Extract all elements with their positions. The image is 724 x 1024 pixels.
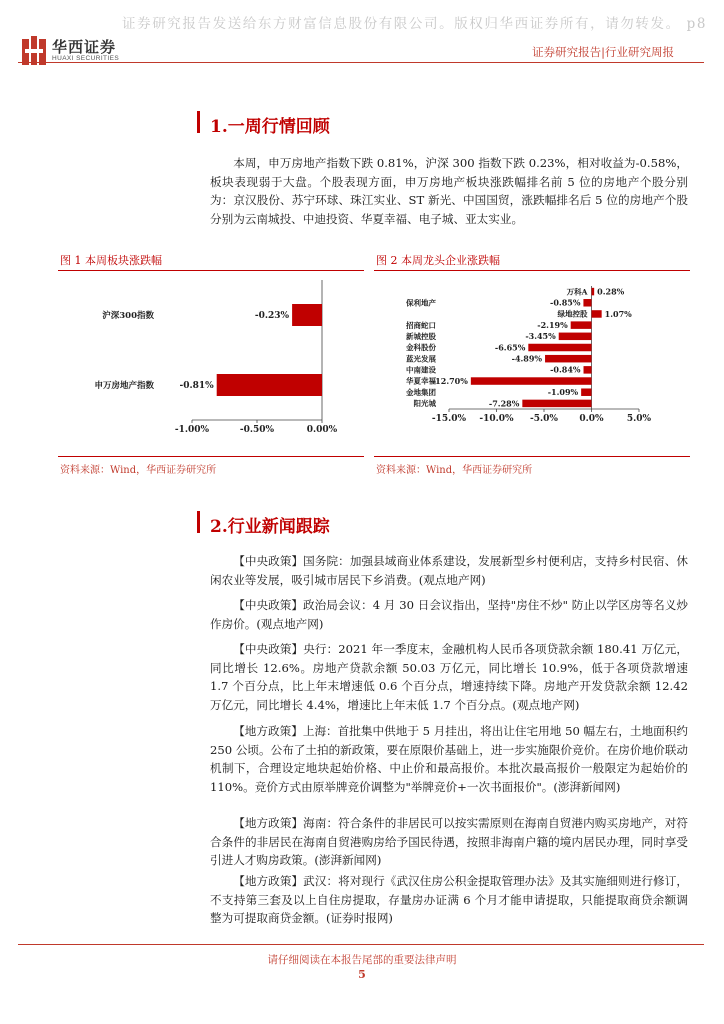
news-tag: 【中央政策】 bbox=[233, 554, 304, 568]
bar bbox=[545, 355, 591, 363]
data-label: 0.28% bbox=[597, 286, 625, 297]
logo-text-en: HUAXI SECURITIES bbox=[52, 55, 120, 62]
section-marker bbox=[197, 111, 200, 133]
figure2-top-rule bbox=[374, 270, 690, 271]
section-title-industry-news: 2.行业新闻跟踪 bbox=[210, 517, 330, 537]
data-label: -0.85% bbox=[550, 297, 581, 308]
data-label: -0.84% bbox=[550, 364, 581, 375]
bar bbox=[292, 304, 322, 326]
legal-disclaimer-note: 请仔细阅读在本报告尾部的重要法律声明 bbox=[267, 954, 457, 966]
chart-leading-company-change bbox=[374, 272, 690, 452]
data-label: -4.89% bbox=[511, 353, 543, 364]
category-label: 绿地控股 bbox=[557, 309, 588, 319]
x-tick-label: 5.0% bbox=[626, 414, 652, 424]
bar bbox=[592, 310, 602, 318]
news-item bbox=[210, 552, 688, 589]
figure2-bottom-rule bbox=[374, 456, 690, 457]
data-label: -2.19% bbox=[537, 320, 568, 331]
bar bbox=[592, 288, 595, 296]
logo-text-cn: 华西证券 bbox=[52, 38, 117, 56]
bar bbox=[471, 377, 592, 385]
category-label: 新城控股 bbox=[406, 332, 436, 342]
news-tag: 【地方政策】 bbox=[233, 874, 304, 888]
figure2-source: 资料来源：Wind，华西证券研究所 bbox=[376, 465, 533, 476]
category-label: 保利地产 bbox=[406, 298, 436, 308]
figure2-title: 图 2 本周龙头企业涨跌幅 bbox=[376, 254, 500, 267]
news-tag: 【地方政策】 bbox=[233, 724, 303, 738]
news-text: 政治局会议：4 月 30 日会议指出，坚持"房住不炒" 防止以学区房等名义炒作房价。(观点地产网) bbox=[210, 598, 688, 631]
category-label: 沪深300指数 bbox=[102, 311, 154, 322]
news-text: 国务院：加强县域商业体系建设，发展新型乡村便利店，支持乡村民宿、休闲农业等发展，吸引城市居民下乡消费。(观点地产网) bbox=[210, 554, 688, 587]
bar bbox=[559, 333, 592, 341]
figure1-bottom-rule bbox=[58, 456, 364, 457]
x-tick-label: -10.0% bbox=[479, 414, 514, 424]
news-text: 上海：首批集中供地于 5 月挂出，将出让住宅用地 50 幅左右，土地面积约 250 公顷。公布了土拍的新政策，要在原限价基础上，进一步实施限价竞价。在房价地价联动机制下，合理设定地块起始价格、中止价和最高报价。本批次最高报价一般限定为起始价的 110%。竞价方式由原举牌竞价调整为"举牌竞价+一次书面报价"。(澎湃新闻网) bbox=[210, 724, 688, 794]
x-tick-label: -15.0% bbox=[431, 414, 467, 424]
news-text: 央行：2021 年一季度末，金融机构人民币各项贷款余额 180.41 万亿元，同比增长 12.6%。房地产贷款余额 50.03 万亿元，同比增长 10.9%，低于各项贷款增速 1.7 个百分点，比上年末增速低 0.6 个百分点，增速持续下降。房地产开发贷款余额 12.42 万亿元，同比增长 4.4%，增速比上年末低 1.7 个百分点。(观点地产网) bbox=[210, 642, 688, 712]
x-tick-label: -5.0% bbox=[530, 414, 558, 424]
section-title-market-review: 1.一周行情回顾 bbox=[210, 117, 330, 137]
data-label: -12.70% bbox=[431, 375, 468, 386]
company-logo bbox=[22, 36, 167, 70]
news-text: 武汉：将对现行《武汉住房公积金提取管理办法》及其实施细则进行修订，不支持第三套及以上自住房提取，存量房办证满 6 个月才能申请提取，只能提取商贷余额调整为可提取商贷金额。(证券时报网) bbox=[210, 874, 688, 925]
x-tick-label: -0.50% bbox=[239, 425, 275, 435]
header-divider bbox=[18, 62, 704, 63]
x-tick-label: 0.0% bbox=[579, 414, 604, 424]
news-item bbox=[210, 814, 688, 870]
news-tag: 【中央政策】 bbox=[233, 642, 304, 656]
news-tag: 【地方政策】 bbox=[233, 816, 304, 830]
category-label: 中南建设 bbox=[406, 365, 436, 375]
news-text: 海南：符合条件的非居民可以按实需原则在海南自贸港内购买房地产，对符合条件的非居民在海南自贸港购房给予国民待遇，按照非海南户籍的境内居民办理，同时享受引进人才购房政策。(澎湃新闻网) bbox=[210, 816, 688, 867]
data-label: -7.28% bbox=[488, 398, 520, 409]
bar bbox=[571, 321, 592, 329]
bar bbox=[584, 366, 592, 374]
data-label: -0.81% bbox=[179, 381, 214, 392]
footer-divider bbox=[18, 944, 704, 945]
category-label: 蓝光发展 bbox=[406, 354, 436, 364]
news-item bbox=[210, 596, 688, 633]
bar bbox=[522, 400, 591, 408]
news-item bbox=[210, 872, 688, 928]
bar bbox=[528, 344, 591, 352]
category-label: 阳光城 bbox=[413, 399, 436, 409]
figure1-source: 资料来源：Wind，华西证券研究所 bbox=[60, 465, 217, 476]
category-label: 申万房地产指数 bbox=[94, 381, 154, 392]
data-label: 1.07% bbox=[604, 308, 632, 319]
news-item bbox=[210, 640, 688, 714]
news-tag: 【中央政策】 bbox=[233, 598, 303, 612]
page-number: 5 bbox=[358, 968, 366, 981]
x-tick-label: -1.00% bbox=[174, 425, 210, 435]
category-label: 金地集团 bbox=[406, 387, 436, 397]
bar bbox=[581, 388, 591, 396]
data-label: -6.65% bbox=[494, 342, 526, 353]
chart-sector-change bbox=[58, 272, 364, 452]
data-label: -1.09% bbox=[547, 387, 579, 398]
bar bbox=[583, 299, 591, 307]
bar bbox=[217, 374, 322, 396]
figure1-top-rule bbox=[58, 270, 364, 271]
section-marker bbox=[197, 511, 200, 533]
category-label: 万科A bbox=[566, 287, 588, 297]
x-tick-label: 0.00% bbox=[306, 425, 338, 435]
market-review-paragraph: 本周，申万房地产指数下跌 0.81%，沪深 300 指数下跌 0.23%，相对收益为-0.58%，板块表现弱于大盘。个股表现方面，申万房地产板块涨跌幅排名前 5 位的房地产个股分别为：京汉股份、苏宁环球、珠江实业、ST 新光、中国国贸，涨跌幅排名后 5 位的房地产个股分别为云南城投、中迪投资、华夏幸福、电子城、亚太实业。 bbox=[210, 156, 688, 226]
watermark: 证券研究报告发送给东方财富信息股份有限公司。版权归华西证券所有，请勿转发。 p8 bbox=[122, 16, 708, 32]
news-item bbox=[210, 722, 688, 796]
data-label: -3.45% bbox=[525, 331, 556, 342]
figure1-title: 图 1 本周板块涨跌幅 bbox=[60, 254, 162, 267]
report-type-label: 证券研究报告|行业研究周报 bbox=[532, 45, 674, 59]
category-label: 华夏幸福 bbox=[406, 376, 436, 386]
category-label: 金科股份 bbox=[406, 343, 436, 353]
category-label: 招商蛇口 bbox=[406, 320, 436, 330]
data-label: -0.23% bbox=[254, 311, 290, 322]
